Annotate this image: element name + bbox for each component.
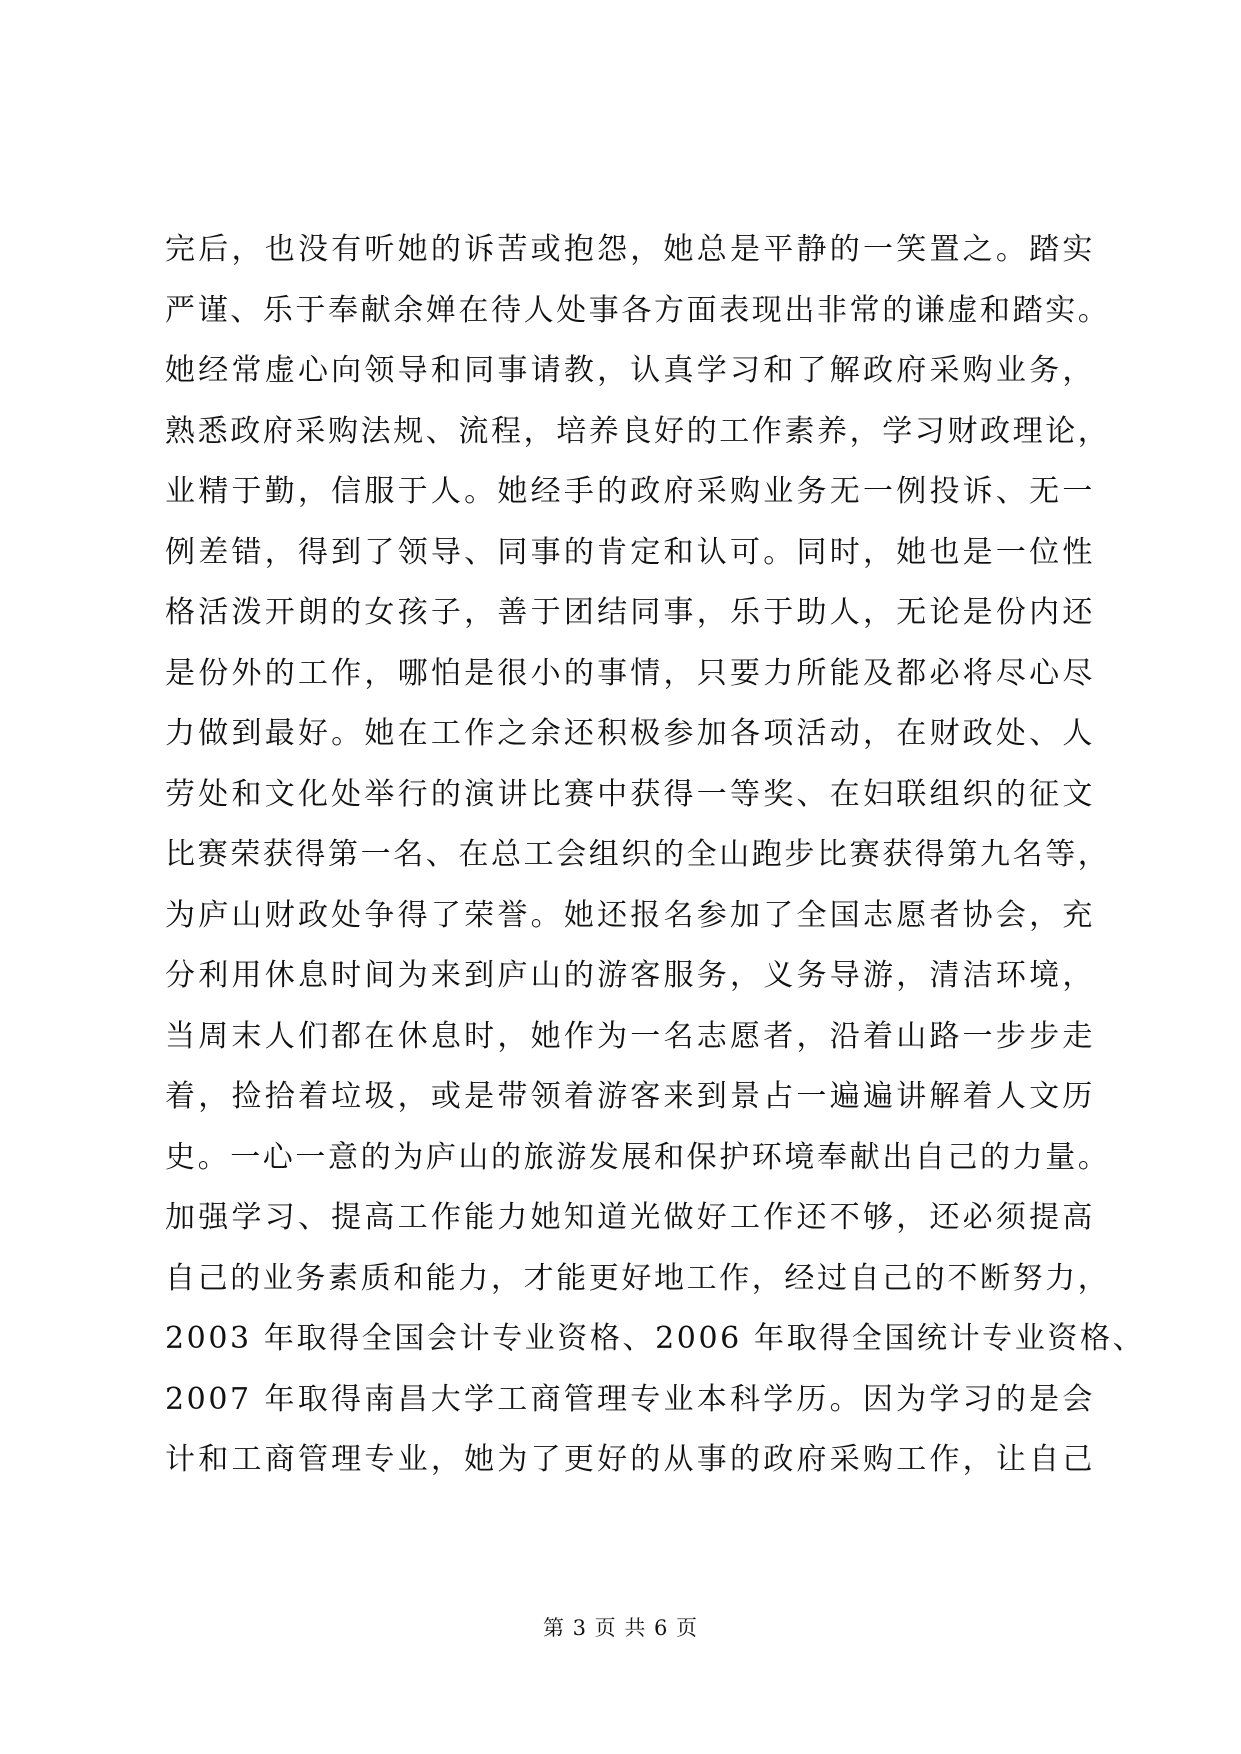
body-text-line: 业精于勤，信服于人。她经手的政府采购业务无一例投诉、无一 xyxy=(165,474,1095,509)
body-text-line: 分利用休息时间为来到庐山的游客服务，义务导游，清洁环境， xyxy=(165,958,1095,993)
body-text-line: 2007 年取得南昌大学工商管理专业本科学历。因为学习的是会 xyxy=(165,1381,1095,1417)
body-text-line: 力做到最好。她在工作之余还积极参加各项活动，在财政处、人 xyxy=(165,716,1095,751)
page-number-footer: 第 3 页 共 6 页 xyxy=(542,1616,699,1640)
body-text-line: 完后，也没有听她的诉苦或抱怨，她总是平静的一笑置之。踏实 xyxy=(165,232,1095,267)
body-text-line: 着，捡拾着垃圾，或是带领着游客来到景占一遍遍讲解着人文历 xyxy=(165,1079,1095,1114)
body-text-line: 2003 年取得全国会计专业资格、2006 年取得全国统计专业资格、 xyxy=(165,1321,1146,1356)
body-text-line: 为庐山财政处争得了荣誉。她还报名参加了全国志愿者协会，充 xyxy=(165,897,1095,933)
body-text-line: 加强学习、提高工作能力她知道光做好工作还不够，还必须提高 xyxy=(165,1200,1095,1235)
body-text-line: 史。一心一意的为庐山的旅游发展和保护环境奉献出自己的力量。 xyxy=(165,1139,1111,1175)
body-text-line: 自己的业务素质和能力，才能更好地工作，经过自己的不断努力， xyxy=(165,1260,1111,1296)
body-text-line: 熟悉政府采购法规、流程，培养良好的工作素养，学习财政理论， xyxy=(165,413,1111,449)
body-text-line: 计和工商管理专业，她为了更好的从事的政府采购工作，让自己 xyxy=(165,1442,1095,1477)
body-text-line: 格活泼开朗的女孩子，善于团结同事，乐于助人，无论是份内还 xyxy=(165,595,1095,630)
body-text-line: 她经常虚心向领导和同事请教，认真学习和了解政府采购业务， xyxy=(165,353,1095,388)
document-body-text xyxy=(165,230,1146,1501)
body-text-line: 当周末人们都在休息时，她作为一名志愿者，沿着山路一步步走 xyxy=(165,1018,1095,1054)
body-text-line: 劳处和文化处举行的演讲比赛中获得一等奖、在妇联组织的征文 xyxy=(165,776,1095,812)
body-text-line: 严谨、乐于奉献余婵在待人处事各方面表现出非常的谦虚和踏实。 xyxy=(165,292,1111,328)
body-text-line: 例差错，得到了领导、同事的肯定和认可。同时，她也是一位性 xyxy=(165,534,1095,570)
body-text-line: 是份外的工作，哪怕是很小的事情，只要力所能及都必将尽心尽 xyxy=(165,655,1095,691)
body-text-line: 比赛荣获得第一名、在总工会组织的全山跑步比赛获得第九名等， xyxy=(165,837,1111,872)
